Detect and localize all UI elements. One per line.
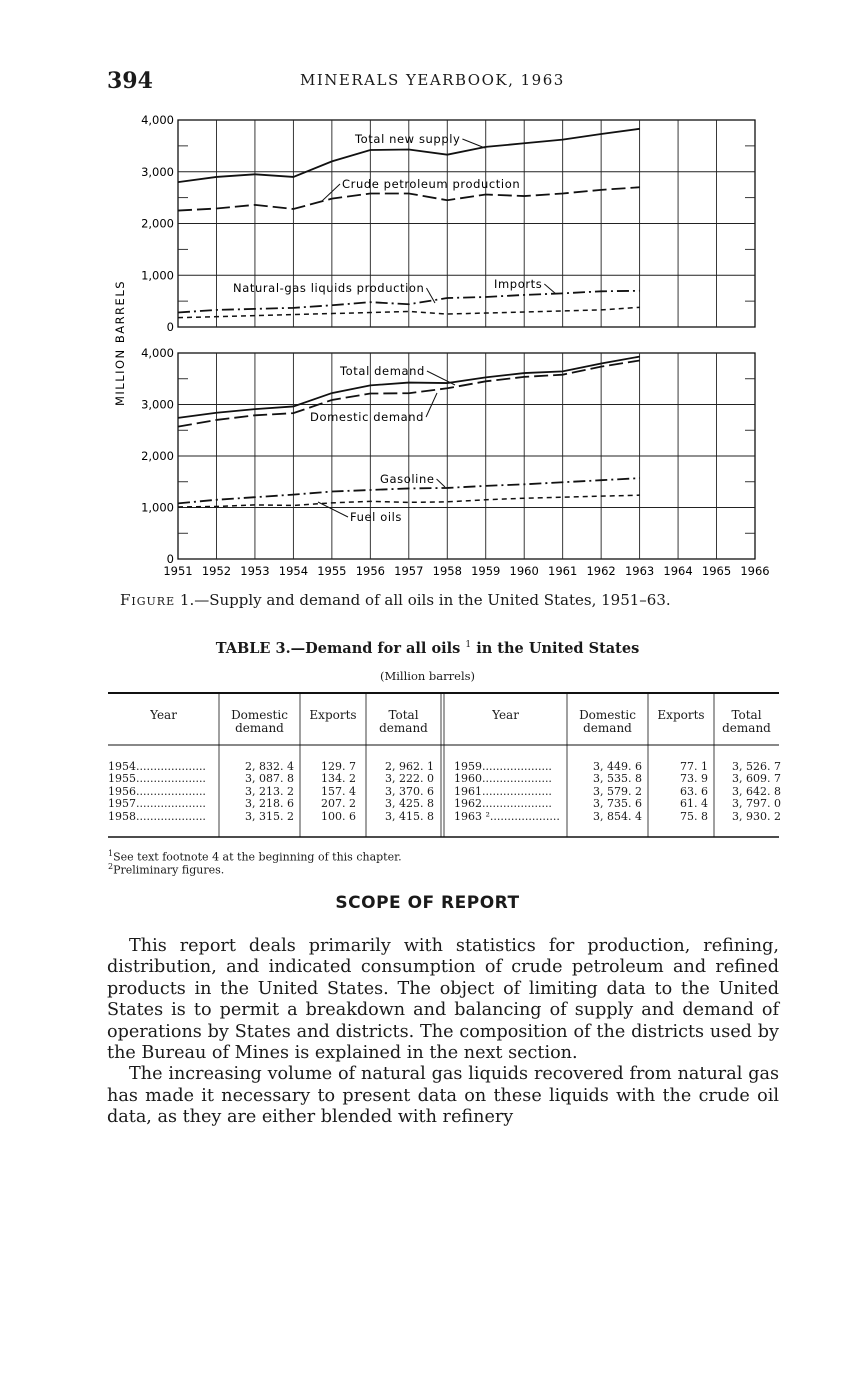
series-annotation: Domestic demand <box>310 410 425 424</box>
y-axis-label: MILLION BARRELS <box>113 279 127 407</box>
exports-cell: 134. 2 <box>321 772 356 786</box>
x-tick-label: 1952 <box>201 564 232 578</box>
series-annotation: Total demand <box>340 364 425 378</box>
exports-cell: 77. 1 <box>680 760 708 773</box>
col-header-domestic-right: Domestic demand <box>579 708 636 735</box>
exports-cell: 157. 4 <box>321 784 356 798</box>
col-header-year-right: Year <box>492 708 519 722</box>
y-tick-label: 1,000 <box>141 268 174 283</box>
col-header-domestic-left: Domestic demand <box>231 708 288 735</box>
x-tick-label: 1964 <box>663 564 693 578</box>
annotation-leader <box>462 139 485 148</box>
section-heading: SCOPE OF REPORT <box>335 893 520 913</box>
table-title <box>0 640 855 657</box>
y-tick-label: 3,000 <box>141 397 174 412</box>
series-annotation: Gasoline <box>380 472 435 486</box>
col-header-exports-right: Exports <box>657 708 705 722</box>
y-tick-label: 4,000 <box>141 113 174 127</box>
x-tick-label: 1954 <box>278 564 309 578</box>
exports-cell: 61. 4 <box>680 797 708 811</box>
series-annotation: Natural-gas liquids production <box>233 281 425 295</box>
y-tick-label: 2,000 <box>141 216 174 231</box>
exports-cell: 63. 6 <box>680 784 708 798</box>
year-cell: 1963 ².................... <box>454 810 560 823</box>
x-tick-label: 1961 <box>548 564 578 578</box>
running-title: MINERALS YEARBOOK, 1963 <box>300 71 565 89</box>
total-cell: 3, 609. 7 <box>732 772 781 786</box>
domestic-cell: 3, 735. 6 <box>593 797 642 811</box>
x-tick-label: 1966 <box>740 564 770 578</box>
domestic-cell: 2, 832. 4 <box>245 760 294 773</box>
x-tick-label: 1953 <box>240 564 270 578</box>
y-tick-label: 0 <box>166 320 174 334</box>
figure-caption-prefix: Figure <box>120 591 176 609</box>
annotation-leader <box>426 393 437 417</box>
exports-cell: 100. 6 <box>321 809 356 823</box>
exports-cell: 75. 8 <box>680 809 708 823</box>
x-tick-label: 1960 <box>509 564 539 578</box>
total-cell: 3, 425. 8 <box>385 797 434 811</box>
demand-panel <box>141 346 755 566</box>
domestic-cell: 3, 535. 8 <box>593 772 642 786</box>
year-cell: 1955.................... <box>108 773 206 786</box>
annotation-leader <box>318 502 348 517</box>
figure-caption-text: 1.—Supply and demand of all oils in the United States, 1951–63. <box>179 591 671 609</box>
series-annotation: Total new supply <box>355 132 461 146</box>
table-title-rest: in the United States <box>476 640 640 657</box>
table-title-main: TABLE 3.—Demand for all oils <box>215 640 461 657</box>
domestic-cell: 3, 213. 2 <box>245 784 294 798</box>
domestic-cell: 3, 087. 8 <box>245 772 294 786</box>
total-cell: 3, 930. 2 <box>732 809 781 823</box>
supply-demand-figure <box>100 108 790 588</box>
col-header-total-right: Total demand <box>722 708 771 735</box>
total-cell: 3, 222. 0 <box>385 772 434 786</box>
series-annotation: Fuel oils <box>350 510 403 524</box>
paragraph: This report deals primarily with statistics for production, refining, distribution, and indicated consumption of crude petroleum and refined products in the United States. The object of limiting data to the United States is to permit a breakdown and balancing of supply and demand of operations by States and districts. The composition of the districts used by the Bureau of Mines is explained in the next section. <box>107 936 779 1064</box>
supply-panel <box>141 113 755 334</box>
year-cell: 1961.................... <box>454 785 552 798</box>
x-tick-label: 1955 <box>317 564 347 578</box>
x-tick-label: 1957 <box>394 564 424 578</box>
col-header-year-left: Year <box>150 708 177 722</box>
x-axis-ticks <box>163 564 769 578</box>
x-tick-label: 1958 <box>432 564 462 578</box>
domestic-cell: 3, 315. 2 <box>245 809 294 823</box>
col-header-total-left: Total demand <box>379 708 428 735</box>
y-tick-label: 2,000 <box>141 449 174 463</box>
year-cell: 1954.................... <box>108 761 206 773</box>
figure-caption <box>120 591 671 609</box>
x-tick-label: 1951 <box>163 564 193 578</box>
y-tick-label: 4,000 <box>141 346 174 360</box>
total-cell: 3, 370. 6 <box>385 784 434 798</box>
total-cell: 3, 526. 7 <box>732 760 781 773</box>
total-cell: 3, 797. 0 <box>732 797 781 811</box>
exports-cell: 73. 9 <box>680 772 708 786</box>
y-tick-label: 3,000 <box>141 164 174 179</box>
x-tick-label: 1956 <box>355 564 385 578</box>
exports-cell: 207. 2 <box>321 797 356 811</box>
total-cell: 3, 642. 8 <box>732 784 781 798</box>
year-cell: 1958.................... <box>108 810 206 823</box>
x-tick-label: 1963 <box>624 564 655 578</box>
year-cell: 1957.................... <box>108 798 206 811</box>
exports-cell: 129. 7 <box>321 760 356 773</box>
year-cell: 1956.................... <box>108 785 206 798</box>
paragraph: The increasing volume of natural gas liquids recovered from natural gas has made it necessary to present data on these liquids with the crude oil data, as they are either blended with refinery <box>107 1064 779 1128</box>
year-cell: 1960.................... <box>454 773 552 786</box>
annotation-leader <box>544 284 556 294</box>
domestic-cell: 3, 854. 4 <box>593 809 642 823</box>
x-tick-label: 1959 <box>471 564 501 578</box>
x-tick-label: 1962 <box>586 564 616 578</box>
y-tick-label: 0 <box>166 552 174 566</box>
footnote-1: $^1$See text footnote 4 at the beginning of this chapter. <box>108 849 402 864</box>
y-tick-label: 1,000 <box>141 500 174 515</box>
domestic-cell: 3, 218. 6 <box>245 797 294 811</box>
table-title-footnote-mark: 1 <box>465 640 472 651</box>
year-cell: 1959.................... <box>454 761 552 773</box>
body-text <box>107 936 779 1129</box>
series-annotation: Crude petroleum production <box>342 177 521 191</box>
domestic-cell: 3, 449. 6 <box>593 760 642 773</box>
table-subtitle: (Million barrels) <box>379 669 476 683</box>
year-cell: 1962.................... <box>454 798 552 811</box>
page-number: 394 <box>107 68 153 94</box>
footnote-2: $^2$Preliminary figures. <box>108 862 225 877</box>
series-annotation: Imports <box>494 277 543 291</box>
total-cell: 2, 962. 1 <box>385 760 434 773</box>
domestic-cell: 3, 579. 2 <box>593 784 642 798</box>
total-cell: 3, 415. 8 <box>385 809 434 823</box>
col-header-exports-left: Exports <box>309 708 357 722</box>
annotation-leader <box>437 479 445 487</box>
x-tick-label: 1965 <box>701 564 732 578</box>
